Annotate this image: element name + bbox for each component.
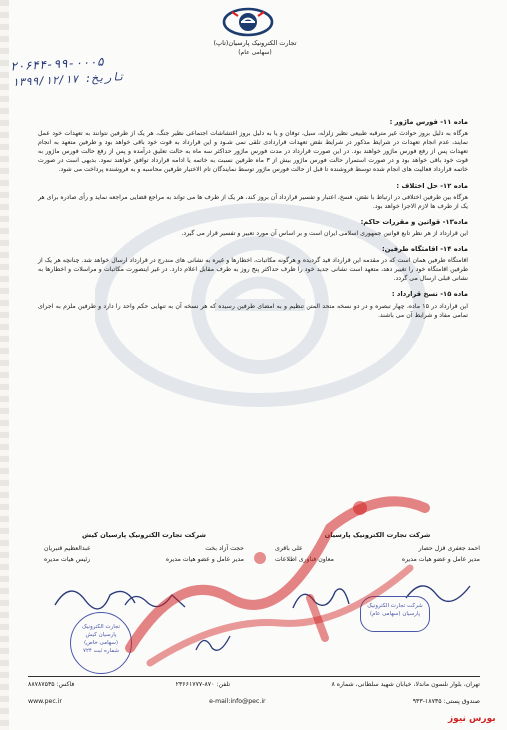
footer-web-info xyxy=(28,697,480,707)
section-15-heading: ماده ۱۵- نسخ قرارداد : xyxy=(391,290,468,299)
section-11-heading: ماده ۱۱- فورس ماژور : xyxy=(389,118,468,126)
footer-phone: تلفن: ۸۷۰-۲۳۶۶۱۷۷۷ xyxy=(175,681,231,688)
contract-body xyxy=(38,118,468,320)
seller-company-stamp: شرکت تجارت الکترونیک پارسیان (سهامی عام) xyxy=(360,596,430,632)
buyer-signer-2-name: عبدالعظیم قنبریان xyxy=(44,545,91,552)
section-12-text: هرگاه بین طرفین اختلافی در ارتباط با نقض، فسخ، اعتبار و تفسیر قرارداد آن بروز کند، هر یک از طرف ها می تواند به مراجع قضایی مراجعه نماید و رأی صادره برای هر یک از طرف ها لازم الاجرا خواهد بود. xyxy=(38,193,468,210)
footer-postal-box: صندوق پستی: ۱۸۷۳۵-۹۳۳ xyxy=(412,698,480,705)
section-15-text: این قرارداد در ۱۵ ماده، چهار تبصره و در دو نسخه متحد المتن تنظیم و به امضای طرفین رسیده که هر نسخه آن به تنهایی حکم واحد را دارد و طرفین ملزم به اجرای تمامی مفاد و شرایط آن می باشند. xyxy=(38,302,468,319)
seller-company: شرکت تجارت الکترونیک پارسیان xyxy=(324,531,431,539)
footer-fax: فاکس: ۸۸۷۸۷۵۳۵ xyxy=(28,681,75,688)
news-watermark-overlay xyxy=(110,448,440,678)
section-13-text: این قرارداد از هر نظر تابع قوانین جمهوری اسلامی ایران است و بر اساس آن مورد تعبیر و تفسیر قرار می گیرد. xyxy=(181,229,468,237)
news-brand-label: بورس نیوز xyxy=(448,714,496,724)
section-14-heading: ماده ۱۴- اقامتگاه طرفین: xyxy=(381,245,468,254)
company-name: تجارت الکترونیک پارسیان(تاپ) xyxy=(213,39,297,47)
letter-number: ۲۰۶۴۴-۹۹-۰۰۰۵ xyxy=(9,54,105,74)
company-logo-icon xyxy=(222,6,274,38)
seller-signer-2-name: علی باقری xyxy=(275,545,303,552)
buyer-signer-2-title: رئیس هیات مدیره xyxy=(44,556,91,563)
footer-address: تهران، بلوار نلسون ماندلا، خیابان شهید سلطانی، شماره ۸ xyxy=(331,681,480,688)
footer-contact xyxy=(28,680,480,690)
seller-signer-1-name: احمد جعفری قزل حصار xyxy=(418,545,480,552)
buyer-signer-1-title: مدیر عامل و عضو هیات مدیره xyxy=(165,556,244,563)
letter-date: تاریخ: ۱۳۹۹/۱۲/۱۷ xyxy=(11,70,125,89)
section-13-heading: ماده۱۳- قوانین و مقررات حاکم: xyxy=(360,217,468,226)
buyer-signer-1-name: حجت آزاد بخت xyxy=(205,545,244,552)
footer-email: e-mail:info@pec.ir xyxy=(209,698,266,705)
section-14-text: اقامتگاه طرفین همان است که در مقدمه این قرارداد قید گردیده و هرگونه مکاتبات، اخطارها و غیره به نشانی های مندرج در قرارداد ارسال خواهد شد. چنانچه هر یک از طرفین اقامتگاه خود را تغییر دهد، متعهد است نشانی جدید خود را ظرف حداکثر پنج روز به طرف مقابل اعلام دارد. در غیر اینصورت مکاتبات و مراسلات و اخطارها به نشانی قبلی ارسال می گردد. xyxy=(38,257,468,283)
seller-signer-1-title: مدیر عامل و عضو هیات مدیره xyxy=(401,556,480,563)
company-type: (سهامی عام) xyxy=(238,49,272,56)
buyer-company: شرکت تجارت الکترونیک پارسیان کیش xyxy=(82,531,206,539)
buyer-company-stamp: تجارت الکترونیک پارسیان کیش (سهامی خاص) شماره ثبت ۷۲۴ xyxy=(70,612,132,674)
section-11-text: هرگاه به دلیل بروز حوادث غیر مترقبه طبیعی نظیر زلزله، سیل، توفان و یا به دلیل بروز اغتشاشات اجتماعی نظیر جنگ، هر یک از طرفین نتوانند به تعهدات خود عمل نمایند، عدم انجام تعهدات در شرایط مذکور در شرایط نقض تعهدات قراردادی تلقی نمی شـود و این قرارداد به قوت خود باقی خواهد بود و طرفین متعهد به انجام تعهدات پس از رفع فورس ماژور خواهند بود. در این صورت قرارداد در مدت فورس ماژور حداکثر سه ماه به حالت تعلیق درآمده و پس از رفع حالت فورس ماژور به قوت خود باقی خواهد بود و در صورت استمرار حالت فورس ماژور بیش از ۳ ماه طرفین نسبت به خاتمه یا ادامه قرارداد توافق خواهند نمود. بدیهی است در صورت خاتمه قرارداد فعالیت های انجام شده توسط فروشنده تا قبل از حالت فورس ماژور توسط نمایندگان تام الاختیار طرفین محاسبه و به فروشنده پرداخت می شود. xyxy=(38,130,469,174)
seller-signer-2-title: معاون فناوری اطلاعات xyxy=(275,556,334,563)
binding-edge xyxy=(0,0,9,730)
section-12-heading: ماده ۱۲- حل اختلاف : xyxy=(396,181,468,190)
footer-divider xyxy=(28,676,480,677)
footer-website: www.pec.ir xyxy=(28,698,62,705)
